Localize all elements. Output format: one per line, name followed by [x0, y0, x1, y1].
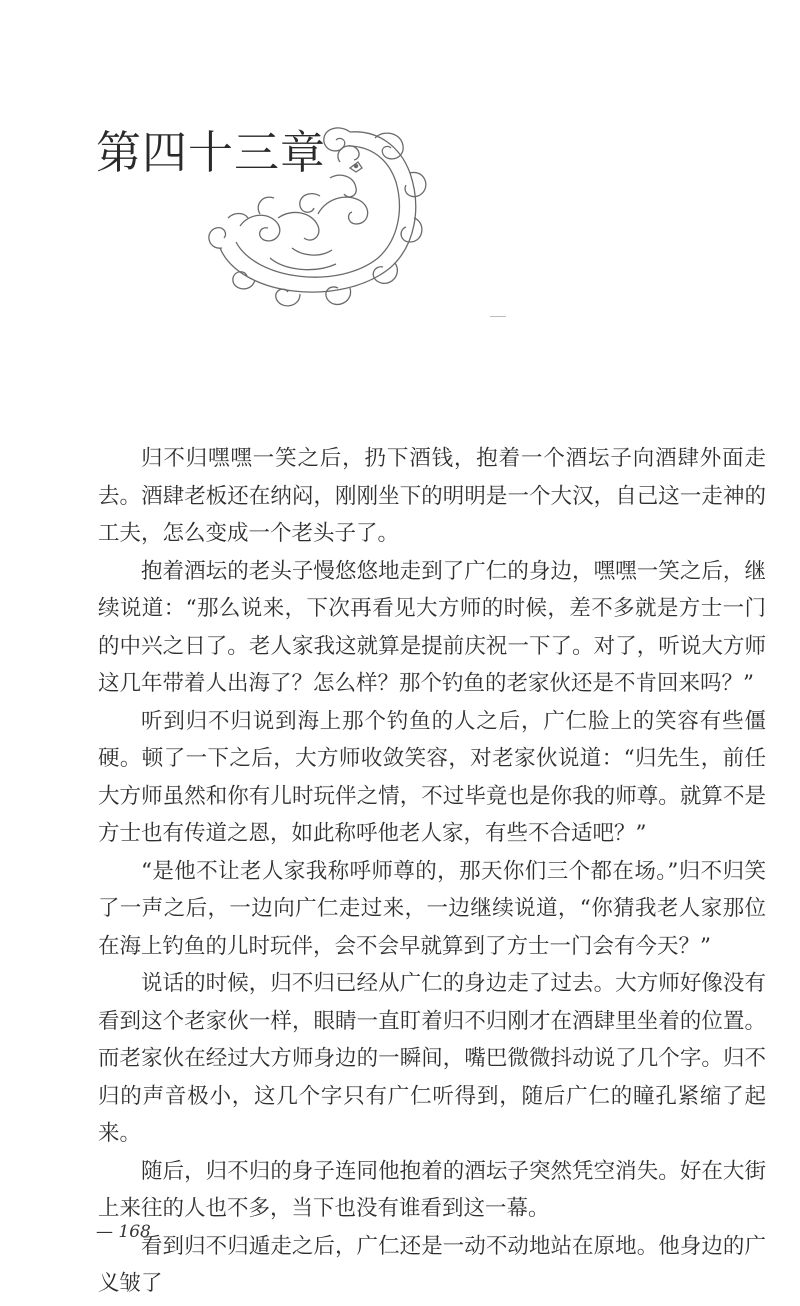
chapter-title: 第四十三章 — [96, 126, 327, 179]
paragraph: 抱着酒坛的老头子慢悠悠地走到了广仁的身边，嘿嘿一笑之后，继续说道：“那么说来，下次再看见大方师的时候，差不多就是方士一门的中兴之日了。老人家我这就算是提前庆祝一下了。对了，听说大方师这几年带着人出海了？怎么样？那个钓鱼的老家伙还是不肯回来吗？” — [98, 558, 766, 696]
paragraph: 随后，归不归的身子连同他抱着的酒坛子突然凭空消失。好在大街上来往的人也不多，当下也没有谁看到这一幕。 — [98, 1158, 766, 1221]
paragraph: 归不归嘿嘿一笑之后，扔下酒钱，抱着一个酒坛子向酒肆外面走去。酒肆老板还在纳闷，刚刚坐下的明明是一个大汉，自己这一走神的工夫，怎么变成一个老头子了。 — [98, 446, 766, 546]
stray-mark — [490, 316, 506, 317]
body-text — [98, 440, 766, 1303]
page-number: — 168 — [96, 1222, 151, 1242]
paragraph: “是他不让老人家我称呼师尊的，那天你们三个都在场。”归不归笑了一声之后，一边向广仁走过来，一边继续说道，“你猜我老人家那位在海上钓鱼的儿时玩伴，会不会早就算到了方士一门会有今天？” — [98, 858, 766, 959]
paragraph: 看到归不归遁走之后，广仁还是一动不动地站在原地。他身边的广义皱了 — [98, 1233, 766, 1296]
paragraph: 说话的时候，归不归已经从广仁的身边走了过去。大方师好像没有看到这个老家伙一样，眼睛一直盯着归不归刚才在酒肆里坐着的位置。而老家伙在经过大方师身边的一瞬间，嘴巴微微抖动说了几个字。归不归的声音极小，这几个字只有广仁听得到，随后广仁的瞳孔紧缩了起来。 — [98, 971, 766, 1146]
cloud-dragon-ornament-icon — [200, 118, 430, 308]
paragraph: 听到归不归说到海上那个钓鱼的人之后，广仁脸上的笑容有些僵硬。顿了一下之后，大方师收敛笑容，对老家伙说道：“归先生，前任大方师虽然和你有儿时玩伴之情，不过毕竟也是你我的师尊。就算不是方士也有传道之恩，如此称呼他老人家，有些不合适吧？” — [98, 708, 766, 846]
